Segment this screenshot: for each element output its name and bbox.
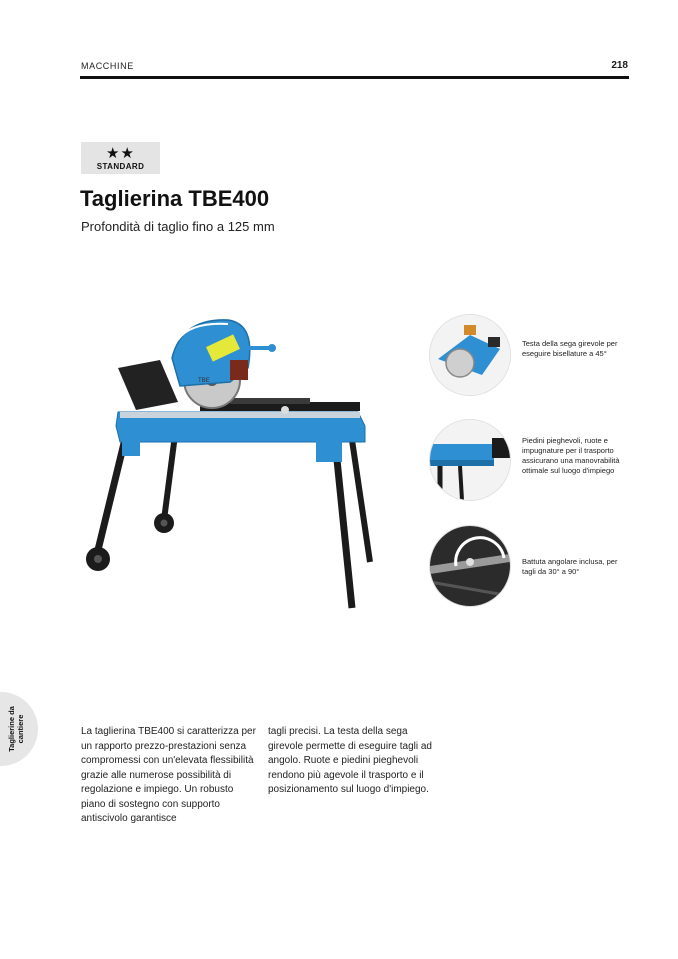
detail-caption: Testa della sega girevole per eseguire bisellature a 45° (522, 339, 618, 358)
page-number: 218 (611, 60, 628, 71)
body-text-column-1: La taglierina TBE400 si caratterizza per un rapporto prezzo-prestazioni senza compromessi con un'elevata flessibilità grazie alle numerose possibilità di regolazione e impiego. Un robusto piano di sostegno con supporto antiscivolo garantisce (81, 726, 256, 824)
detail-folding-legs-thumb (429, 419, 511, 501)
rating-stars-icon: ★★ (106, 145, 135, 162)
side-tab-label: Taglierine da cantiere (7, 706, 25, 752)
detail-caption: Piedini pieghevoli, ruote e impugnature per il trasporto assicurano una manovrabilità ottimale sul luogo d'impiego (522, 436, 620, 475)
detail-angle-stop-thumb (429, 525, 511, 607)
header-rule (80, 76, 629, 79)
detail-saw-head-thumb (429, 314, 511, 396)
tile-saw-image (80, 310, 380, 615)
detail-caption: Battuta angolare inclusa, per tagli da 30° a 90° (522, 557, 618, 576)
standard-badge (81, 142, 160, 174)
section-label: MACCHINE (81, 61, 134, 71)
product-title: Taglierina TBE400 (80, 186, 270, 211)
body-text-column-2: tagli precisi. La testa della sega girevole permette di eseguire tagli ad angolo. Ruote e piedini pieghevoli rendono più agevole il trasporto e il posizionamento sul luogo d'impiego. (268, 726, 432, 795)
badge-label: STANDARD (96, 162, 145, 171)
product-subtitle: Profondità di taglio fino a 125 mm (81, 219, 275, 234)
machine-label: TBE (198, 378, 210, 384)
